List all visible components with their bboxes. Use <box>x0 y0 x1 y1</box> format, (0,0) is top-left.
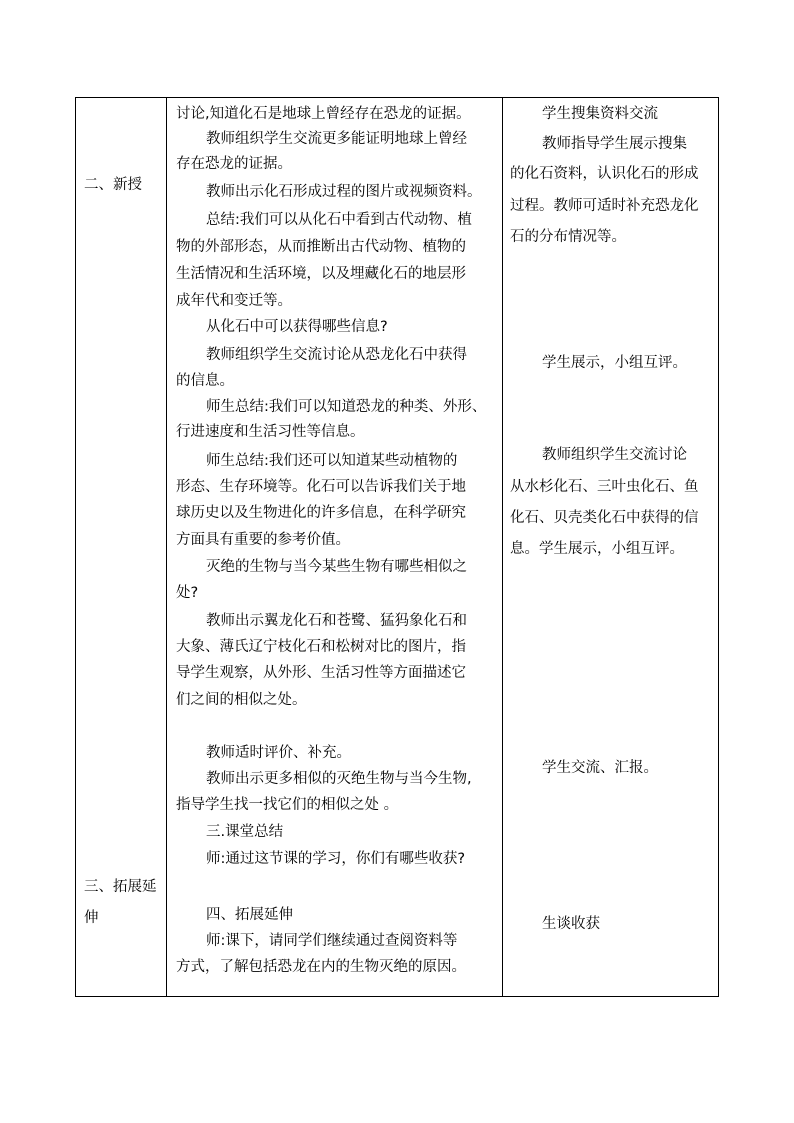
summary-heading: 三.课堂总结 <box>206 824 284 840</box>
teacher-line: 师生总结:我们可以知道恐龙的种类、外形、 <box>206 399 487 415</box>
student-line: 石的分布情况等。 <box>510 229 626 245</box>
column-divider-2 <box>502 98 503 996</box>
teacher-line: 球历史以及生物进化的许多信息，在科学研究 <box>176 505 466 521</box>
teacher-line: 方式，了解包括恐龙在内的生物灭绝的原因。 <box>176 959 466 975</box>
teacher-line: 的信息。 <box>176 373 234 389</box>
student-line: 化石、贝壳类化石中获得的信 <box>510 510 699 526</box>
teacher-line: 存在恐龙的证据。 <box>176 156 292 172</box>
teacher-line: 方面具有重要的参考价值。 <box>176 532 350 548</box>
extension-heading: 四、拓展延伸 <box>206 907 293 923</box>
teacher-line: 行进速度和生活习性等信息。 <box>176 424 365 440</box>
teacher-line: 物的外部形态，从而推断出古代动物、植物的 <box>176 239 466 255</box>
teacher-line: 指导学生找一找它们的相似之处 。 <box>176 797 399 813</box>
lesson-plan-table <box>75 97 719 997</box>
teacher-line: 讨论,知道化石是地球上曾经存在恐龙的证据。 <box>176 106 471 122</box>
teacher-question: 灭绝的生物与当今某些生物有哪些相似之 <box>206 559 467 575</box>
student-line: 从水杉化石、三叶虫化石、鱼 <box>510 479 699 495</box>
teacher-line: 教师组织学生交流更多能证明地球上曾经 <box>206 131 467 147</box>
teacher-line: 师生总结:我们还可以知道某些动植物的 <box>206 453 458 469</box>
student-line: 过程。教师可适时补充恐龙化 <box>510 198 699 214</box>
student-line: 教师组织学生交流讨论 <box>542 447 687 463</box>
teacher-line: 大象、薄氏辽宁枝化石和松树对比的图片，指 <box>176 639 466 655</box>
teacher-line: 教师出示更多相似的灭绝生物与当今生物, <box>206 771 472 787</box>
teacher-line: 教师适时评价、补充。 <box>206 745 351 761</box>
student-line: 学生展示，小组互评。 <box>542 355 687 371</box>
teacher-line: 总结:我们可以从化石中看到古代动物、植 <box>206 212 472 228</box>
section-label-new-lesson: 二、新授 <box>84 177 142 193</box>
teacher-line: 形态、生存环境等。化石可以告诉我们关于地 <box>176 479 466 495</box>
teacher-line: 导学生观察，从外形、生活习性等方面描述它 <box>176 665 466 681</box>
teacher-line: 处? <box>176 585 199 601</box>
teacher-line: 们之间的相似之处。 <box>176 692 307 708</box>
student-line: 学生交流、汇报。 <box>542 760 658 776</box>
student-line: 息。学生展示，小组互评。 <box>510 541 684 557</box>
teacher-line: 师:课下，请同学们继续通过查阅资料等 <box>206 933 458 949</box>
section-label-extension: 三、拓展延 <box>84 879 157 895</box>
teacher-line: 教师出示翼龙化石和苍鹭、猛犸象化石和 <box>206 613 467 629</box>
student-line: 生谈收获 <box>542 916 600 932</box>
student-line: 学生搜集资料交流 <box>542 106 658 122</box>
student-line: 的化石资料，认识化石的形成 <box>510 166 699 182</box>
teacher-line: 成年代和变迁等。 <box>176 293 292 309</box>
teacher-question: 从化石中可以获得哪些信息? <box>206 319 388 335</box>
teacher-line: 生活情况和生活环境，以及埋藏化石的地层形 <box>176 266 466 282</box>
teacher-line: 师:通过这节课的学习，你们有哪些收获? <box>206 851 466 867</box>
column-divider-1 <box>166 98 167 996</box>
student-line: 教师指导学生展示搜集 <box>542 136 687 152</box>
teacher-line: 教师组织学生交流讨论从恐龙化石中获得 <box>206 347 467 363</box>
section-label-extension-cont: 伸 <box>84 910 99 926</box>
teacher-line: 教师出示化石形成过程的图片或视频资料。 <box>206 184 482 200</box>
